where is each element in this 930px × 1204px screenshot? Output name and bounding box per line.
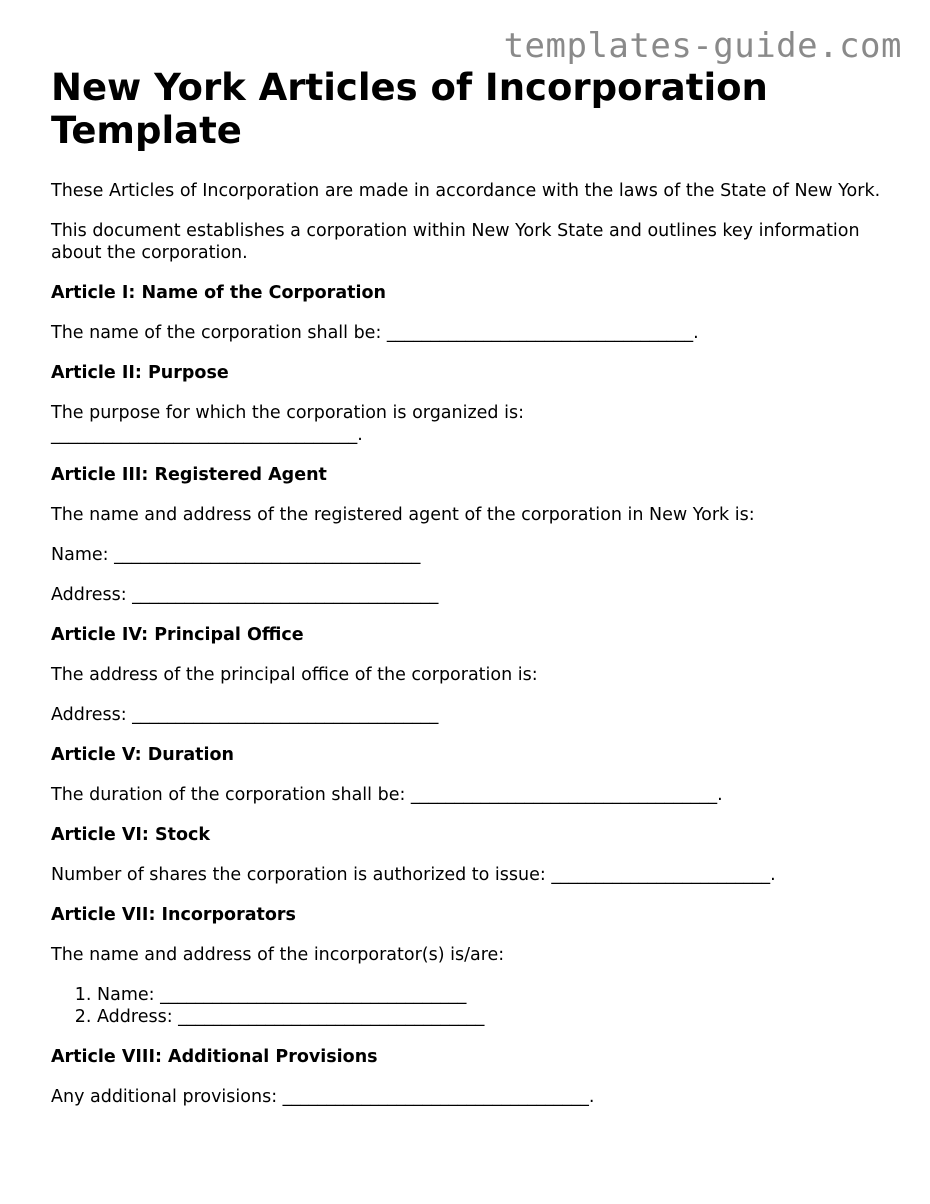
intro-paragraph-1: These Articles of Incorporation are made in accordance with the laws of the State of New York.: [51, 181, 881, 201]
agent-name-field[interactable]: Name: ___________________________________: [51, 545, 421, 565]
intro-paragraph-2: This document establishes a corporation within New York State and outlines key information about the corporation.: [51, 221, 860, 263]
article-1-heading: Article I: Name of the Corporation: [51, 283, 386, 303]
article-8-text: Any additional provisions: ___________________________________.: [51, 1087, 595, 1107]
article-7-heading: Article VII: Incorporators: [51, 905, 296, 925]
article-7-text: The name and address of the incorporator(s) is/are:: [51, 945, 505, 965]
incorporators-list: [51, 984, 891, 1028]
article-6-heading: Article VI: Stock: [51, 825, 211, 845]
incorporator-name-field[interactable]: 1. Name: ___________________________________: [97, 984, 891, 1006]
article-4-heading: Article IV: Principal Office: [51, 625, 304, 645]
document-page: [51, 66, 891, 1126]
article-3-text: The name and address of the registered agent of the corporation in New York is:: [51, 505, 755, 525]
article-1-text: The name of the corporation shall be: ___________________________________.: [51, 323, 699, 343]
article-5-heading: Article V: Duration: [51, 745, 234, 765]
article-5-text: The duration of the corporation shall be: ___________________________________.: [51, 785, 723, 805]
article-8-heading: Article VIII: Additional Provisions: [51, 1047, 378, 1067]
article-6-text: Number of shares the corporation is authorized to issue: _________________________.: [51, 865, 776, 885]
article-4-text: The address of the principal office of the corporation is:: [51, 665, 538, 685]
article-3-heading: Article III: Registered Agent: [51, 465, 327, 485]
incorporator-address-field[interactable]: 2. Address: ___________________________________: [97, 1006, 891, 1028]
office-address-field[interactable]: Address: ___________________________________: [51, 705, 439, 725]
page-title: New York Articles of Incorporation Template: [51, 66, 768, 152]
watermark: templates-guide.com: [503, 26, 902, 66]
agent-address-field[interactable]: Address: ___________________________________: [51, 585, 439, 605]
article-2-heading: Article II: Purpose: [51, 363, 229, 383]
article-2-text: The purpose for which the corporation is organized is: ___________________________________.: [51, 403, 524, 445]
